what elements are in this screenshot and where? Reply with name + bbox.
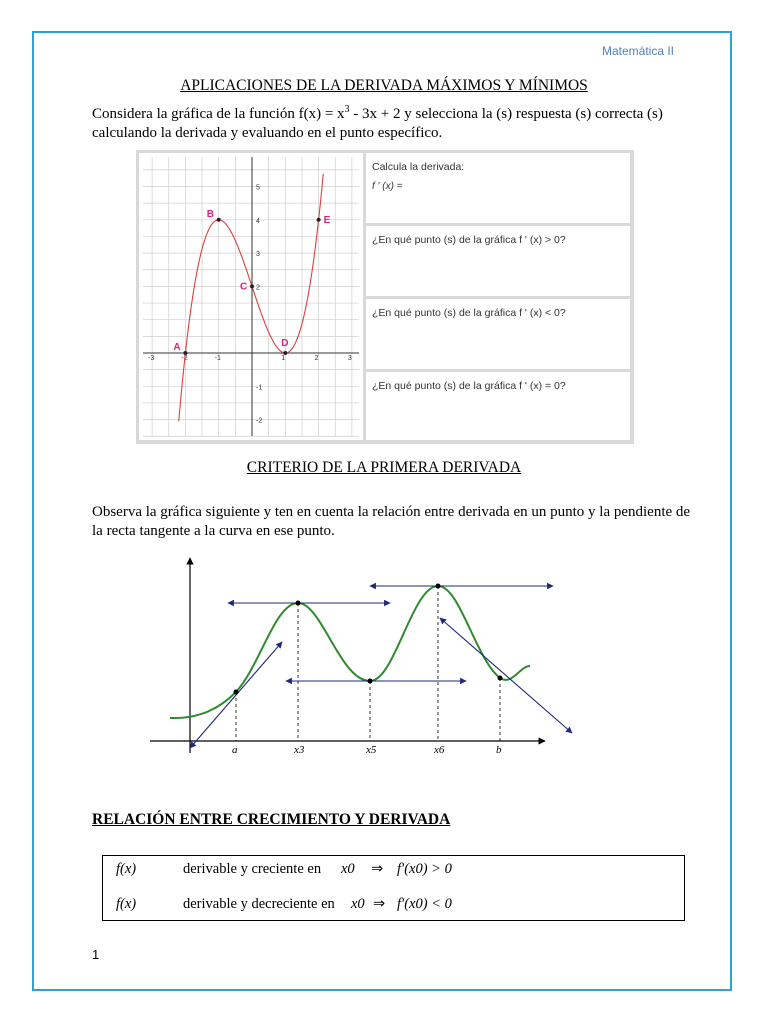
point-label: A [173,342,181,353]
tangent-point [234,690,239,695]
question-derivative-text: Calcula la derivada: [372,161,465,173]
tangent-line [190,642,282,748]
tangent-lines-graph [140,548,600,768]
relation-point: x0 [341,861,355,877]
relation-function: f(x) [116,896,137,912]
relation-condition: f′(x0) > 0 [397,861,452,877]
relation-description: derivable y decreciente en [183,896,335,912]
tangent-line [440,618,572,733]
tangent-point [368,679,373,684]
relation-row-decreasing [103,896,684,916]
intro-exponent: 3 [344,104,350,115]
y-tick-label: 2 [256,284,260,292]
y-tick-label: -2 [256,417,263,425]
x-tick-label: 1 [281,355,286,362]
function-curve [170,586,530,718]
point-label: D [281,338,289,349]
point-marker [183,351,187,355]
relation-description: derivable y creciente en [183,861,322,877]
tangent-point [296,601,301,606]
x-tick-label: 3 [347,355,352,362]
y-tick-label: -1 [256,384,263,392]
x-axis-label: x6 [434,744,445,756]
intro-paragraph [92,105,692,143]
x-tick-label: -1 [214,355,221,362]
y-tick-label: 3 [256,251,260,259]
x-axis-label: a [232,744,238,756]
question-zero-derivative [366,372,630,440]
relation-row-increasing [103,861,684,881]
relation-condition: f′(x0) < 0 [397,896,452,912]
derivative-answer-field[interactable]: f ' (x) = [372,181,403,192]
cubic-function-graph [139,153,363,440]
question-negative-text: ¿En qué punto (s) de la gráfica f ' (x) < 0? [372,307,566,319]
question-positive-derivative [366,226,630,296]
relation-implies: ⇒ [373,896,386,912]
point-label: C [240,281,248,293]
point-marker [317,218,321,222]
relation-implies: ⇒ [371,861,384,877]
relation-box [102,855,685,921]
x-axis-label: x5 [366,744,377,756]
section-title-criterio: CRITERIO DE LA PRIMERA DERIVADA [246,459,522,476]
function-graph-panel [139,153,363,440]
relation-point: x0 [351,896,365,912]
point-label: E [323,214,331,226]
cubic-curve [179,174,324,421]
point-marker [283,351,287,355]
question-negative-derivative [366,299,630,369]
header-subject: Matemática II [601,44,674,58]
point-marker [250,284,254,288]
x-tick-label: -2 [181,355,188,362]
section-title-crecimiento: RELACIÓN ENTRE CRECIMIENTO Y DERIVADA [92,811,451,828]
intro-text-pre: Considera la gráfica de la función f(x) = x [92,106,345,122]
page-number: 1 [92,947,100,962]
y-tick-label: 4 [256,217,260,225]
section-title-maximos-minimos: APLICACIONES DE LA DERIVADA MÁXIMOS Y MÍNIMOS [180,77,588,94]
intro-text-post: - 3x + 2 y selecciona la (s) respuesta (s) correcta (s) calculando la derivada y evaluando en el punto específico. [92,106,663,141]
question-zero-text: ¿En qué punto (s) de la gráfica f ' (x) = 0? [372,380,566,392]
point-label: B [206,208,214,220]
x-tick-label: 2 [314,355,319,362]
point-marker [217,218,221,222]
question-derivative [366,153,630,223]
x-axis-label: b [496,744,502,756]
questions-column [366,153,630,440]
y-tick-label: 5 [256,184,260,192]
x-axis-label: x3 [294,744,305,756]
observation-paragraph: Observa la gráfica siguiente y ten en cuenta la relación entre derivada en un punto y la pendiente de la recta tangente a la curva en ese punto. [92,504,691,539]
relation-function: f(x) [116,861,137,877]
question-positive-text: ¿En qué punto (s) de la gráfica f ' (x) > 0? [372,234,566,246]
tangent-point [498,676,503,681]
x-tick-label: -3 [148,355,155,362]
tangent-point [436,584,441,589]
exercise-figure [136,150,634,444]
